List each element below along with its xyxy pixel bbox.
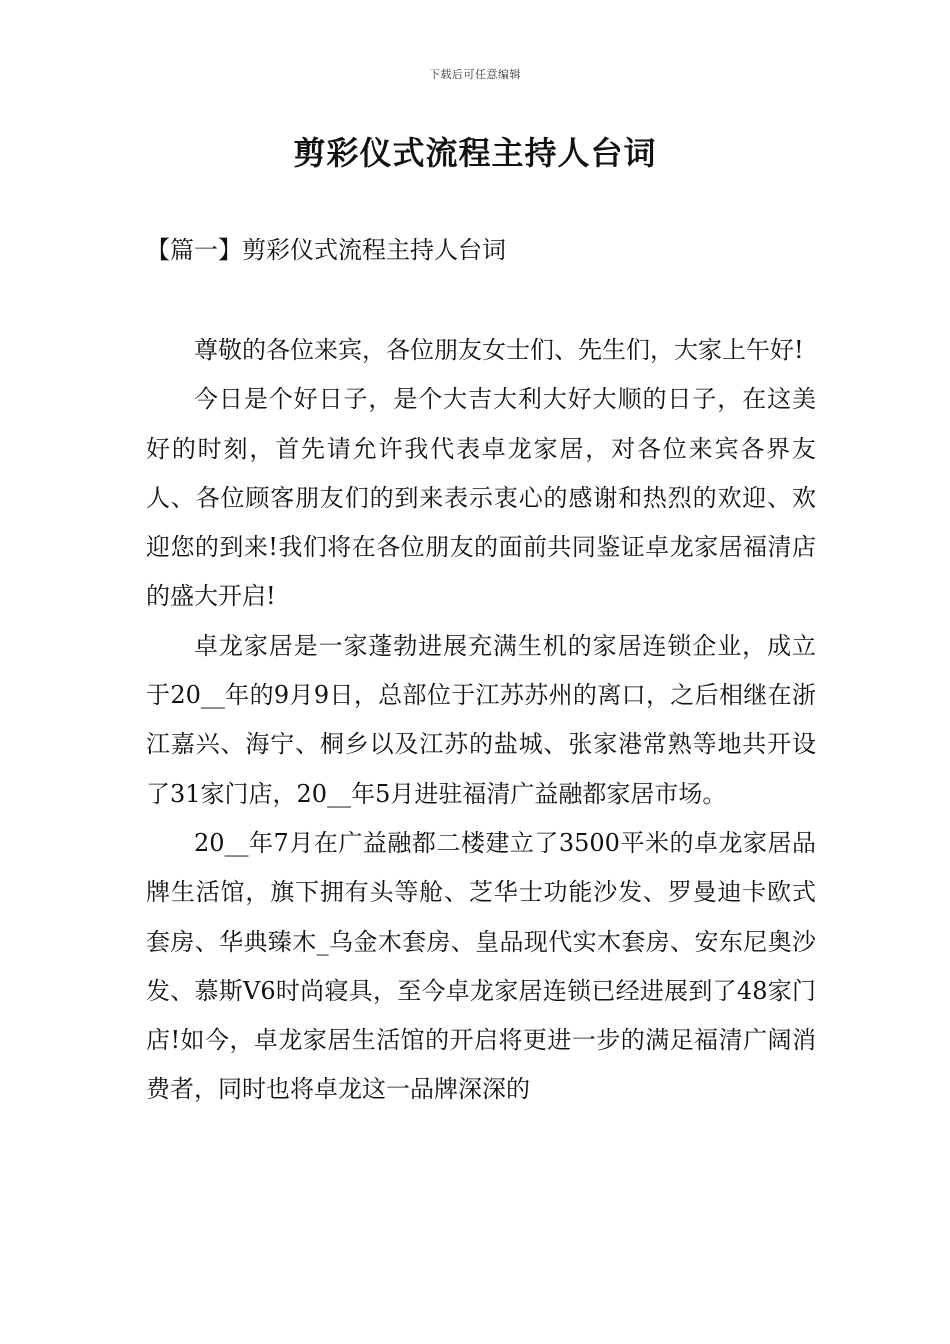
paragraph-greeting: 尊敬的各位来宾，各位朋友女士们、先生们，大家上午好!: [194, 336, 804, 364]
section-heading: 【篇一】剪彩仪式流程主持人台词: [146, 236, 506, 264]
document-title: 剪彩仪式流程主持人台词: [293, 134, 657, 172]
paragraph-showroom: 20__年7月在广益融都二楼建立了3500平米的卓龙家居品牌生活馆，旗下拥有头等舱、芝华士功能沙发、罗曼迪卡欧式套房、华典臻木_乌金木套房、皇品现代实木套房、安东尼奥沙发、慕斯V6时尚寝具，至今卓龙家居连锁已经进展到了48家门店!如今，卓龙家居生活馆的开启将更进一步的满足福清广阔消费者，同时也将卓龙这一品牌深深的: [146, 828, 816, 1104]
document-body: [146, 326, 816, 1115]
paragraph-welcome: 今日是个好日子，是个大吉大利大好大顺的日子，在这美好的时刻，首先请允许我代表卓龙家居，对各位来宾各界友人、各位顾客朋友们的到来表示衷心的感谢和热烈的欢迎、欢迎您的到来!我们将在各位朋友的面前共同鉴证卓龙家居福清店的盛大开启!: [146, 385, 816, 611]
paragraph-company-intro: 卓龙家居是一家蓬勃进展充满生机的家居连锁企业，成立于20__年的9月9日，总部位于江苏苏州的离口，之后相继在浙江嘉兴、海宁、桐乡以及江苏的盐城、张家港常熟等地共开设了31家门店，20__年5月进驻福清广益融都家居市场。: [146, 631, 816, 808]
header-note: 下载后可任意编辑: [429, 68, 521, 81]
